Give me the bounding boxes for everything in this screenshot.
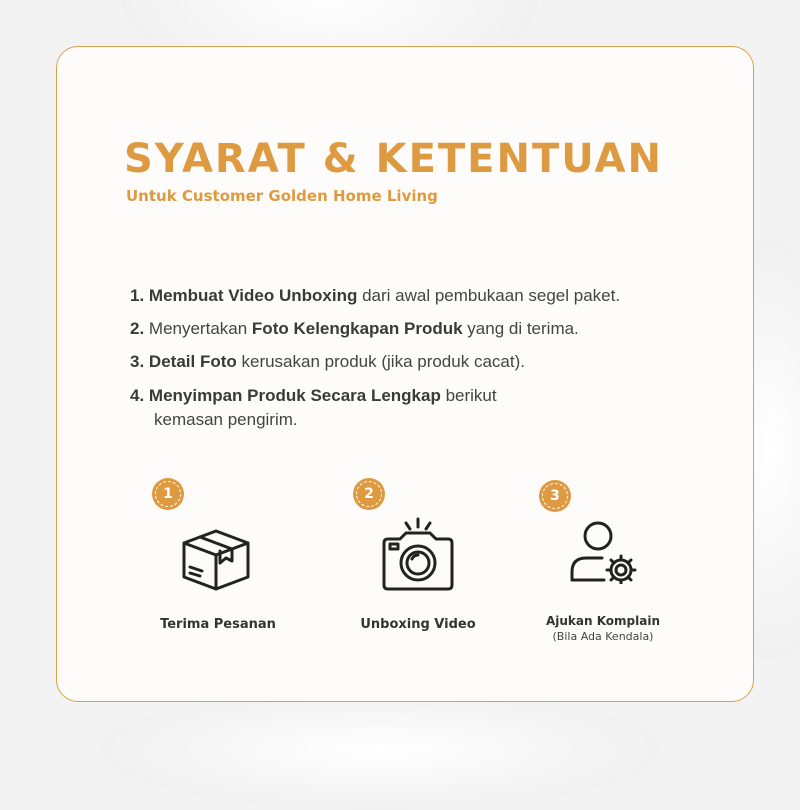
term-text: dari awal pembukaan segel paket.: [357, 286, 621, 305]
page-subtitle: Untuk Customer Golden Home Living: [126, 187, 438, 205]
background-shape-bottom: [100, 690, 660, 810]
term-item-1: [130, 286, 620, 306]
term-bold-text: Menyimpan Produk Secara Lengkap: [148, 386, 441, 405]
term-item-3: [130, 352, 525, 372]
step-badge-1: [152, 478, 184, 510]
term-item-4-continuation: kemasan pengirim.: [154, 410, 298, 429]
step-badge-2: [353, 478, 385, 510]
term-text: kerusakan produk (jika produk cacat).: [236, 352, 525, 371]
step-label-2: Unboxing Video: [360, 617, 476, 632]
box-icon: [180, 527, 252, 597]
step-badge-3: [539, 480, 571, 512]
step-number: 3: [550, 488, 560, 504]
step-sublabel-3: (Bila Ada Kendala): [552, 630, 654, 643]
camera-icon: [380, 517, 456, 597]
term-item-2: [130, 319, 579, 339]
term-bold-text: Detail Foto: [148, 352, 237, 371]
term-bold-text: Membuat Video Unboxing: [148, 286, 358, 305]
term-number: 2.: [130, 319, 145, 338]
term-number: 4.: [130, 386, 145, 405]
step-number: 1: [163, 486, 173, 502]
step-label-1: Terima Pesanan: [160, 617, 276, 632]
term-bold-text: Foto Kelengkapan Produk: [251, 319, 463, 338]
user-gear-icon: [568, 518, 640, 588]
term-text: berikut: [440, 386, 497, 405]
step-number: 2: [364, 486, 374, 502]
term-number: 1.: [130, 286, 145, 305]
term-number: 3.: [130, 352, 145, 371]
step-label-3: Ajukan Komplain: [545, 614, 661, 628]
term-item-4: [130, 386, 497, 406]
term-text: yang di terima.: [462, 319, 579, 338]
page-title: SYARAT & KETENTUAN: [124, 136, 663, 182]
term-text: Menyertakan: [144, 319, 252, 338]
